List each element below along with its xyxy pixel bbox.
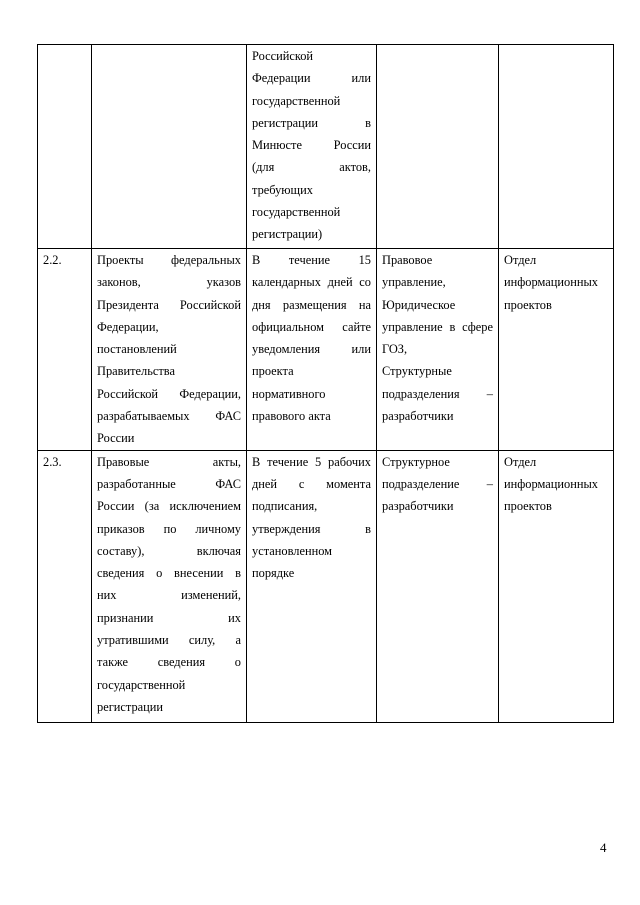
text-line: регистрации) — [252, 227, 323, 242]
text-line: установленном — [252, 543, 333, 558]
text-line: информационных — [504, 275, 598, 290]
row-number-cell — [38, 249, 92, 451]
text-line: Федерации или — [252, 71, 371, 86]
text-line: утверждения в — [252, 521, 371, 536]
text-line: подразделения – — [382, 386, 493, 401]
text-line: разрабатываемых ФАС — [97, 409, 241, 424]
row-number-cell — [38, 450, 92, 722]
department-cell — [499, 249, 614, 451]
text-line: Российской Федерации, — [97, 386, 241, 401]
text-line: государственной — [252, 93, 341, 108]
table-row — [38, 45, 614, 249]
text-line: информационных — [504, 476, 598, 491]
deadline-cell — [247, 249, 377, 451]
text-line: сведения о внесении в — [97, 566, 241, 581]
text-line: Минюсте России — [252, 138, 371, 153]
text-line: разработчики — [382, 499, 454, 514]
text-line: государственной — [252, 205, 341, 220]
text-line: законов, указов — [97, 275, 241, 290]
text-line: Отдел — [504, 253, 537, 267]
text-line: постановлений — [97, 342, 177, 357]
text-line: приказов по личному — [97, 521, 241, 536]
plan-table — [37, 44, 614, 723]
text-line: управление, — [382, 275, 446, 290]
text-line: составу), включая — [97, 543, 241, 558]
text-line: (для актов, — [252, 160, 371, 175]
text-line: регистрации — [97, 699, 164, 714]
department-cell — [499, 450, 614, 722]
text-line: Российской — [252, 49, 314, 63]
row-number: 2.2. — [43, 253, 62, 267]
table-row — [38, 450, 614, 722]
text-line: В течение 5 рабочих — [252, 454, 371, 469]
text-line: утратившими силу, а — [97, 633, 241, 648]
text-line: Проекты федеральных — [97, 253, 241, 267]
text-line: проекта — [252, 364, 294, 379]
text-line: разработчики — [382, 409, 454, 424]
document-type-cell — [92, 450, 247, 722]
department-cell — [499, 45, 614, 249]
text-line: уведомления или — [252, 342, 371, 357]
text-line: разработанные ФАС — [97, 476, 241, 491]
responsible-cell — [377, 450, 499, 722]
document-type-cell — [92, 45, 247, 249]
text-line: Правовое — [382, 253, 433, 267]
text-line: Федерации, — [97, 319, 159, 334]
row-number: 2.3. — [43, 454, 62, 469]
document-type-cell — [92, 249, 247, 451]
text-line: регистрации в — [252, 115, 371, 130]
text-line: календарных дней со — [252, 275, 371, 290]
text-line: правового акта — [252, 409, 331, 424]
text-line: ГОЗ, — [382, 342, 408, 357]
text-line: Юридическое — [382, 297, 456, 312]
text-line: подписания, — [252, 499, 318, 514]
text-line: В течение 15 — [252, 253, 371, 267]
text-line: государственной — [97, 677, 186, 692]
page-number: 4 — [600, 840, 607, 855]
text-line: России (за исключением — [97, 499, 241, 514]
text-line: проектов — [504, 499, 552, 514]
row-number-cell — [38, 45, 92, 249]
table-row — [38, 249, 614, 451]
text-line: Правовые акты, — [97, 454, 241, 469]
text-line: дней с момента — [252, 476, 371, 491]
deadline-cell — [247, 450, 377, 722]
text-line: нормативного — [252, 386, 326, 401]
text-line: России — [97, 431, 135, 446]
responsible-cell — [377, 45, 499, 249]
text-line: управление в сфере — [382, 319, 493, 334]
text-line: проектов — [504, 297, 552, 312]
text-line: Структурные — [382, 364, 452, 379]
text-line: дня размещения на — [252, 297, 371, 312]
text-line: них изменений, — [97, 588, 241, 603]
responsible-cell — [377, 249, 499, 451]
text-line: требующих — [252, 182, 313, 197]
text-line: порядке — [252, 566, 295, 581]
text-line: Структурное — [382, 454, 450, 469]
text-line: Отдел — [504, 454, 537, 469]
deadline-cell — [247, 45, 377, 249]
text-line: признании их — [97, 610, 241, 625]
text-line: официальном сайте — [252, 319, 371, 334]
text-line: Президента Российской — [97, 297, 241, 312]
text-line: подразделение – — [382, 476, 493, 491]
text-line: также сведения о — [97, 655, 241, 670]
text-line: Правительства — [97, 364, 175, 379]
